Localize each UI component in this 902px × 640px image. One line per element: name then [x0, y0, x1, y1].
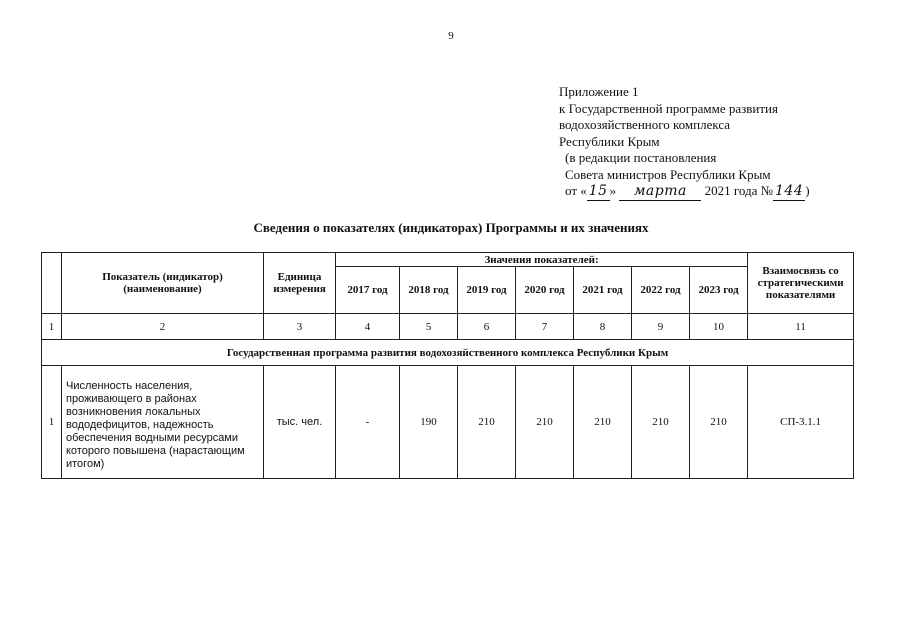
appendix-line: к Государственной программе развития — [559, 100, 778, 116]
value-cell: - — [336, 366, 400, 479]
header-year: 2022 год — [632, 267, 690, 314]
section-title: Государственная программа развития водохозяйственного комплекса Республики Крым — [42, 340, 854, 366]
header-year: 2019 год — [458, 267, 516, 314]
section-row — [42, 340, 854, 366]
row-number: 1 — [42, 366, 62, 479]
header-link: Взаимосвязь со стратегическими показателями — [748, 253, 854, 314]
appendix-line: Приложение 1 — [559, 84, 639, 99]
column-number: 1 — [42, 314, 62, 340]
value-cell: 210 — [458, 366, 516, 479]
header-num-cell — [42, 253, 62, 314]
date-close: » — [609, 183, 617, 198]
value-cell: 210 — [632, 366, 690, 479]
date-prefix: от « — [565, 183, 587, 198]
value-cell: 210 — [516, 366, 574, 479]
date-year: 2021 года № — [704, 183, 774, 198]
header-values-group: Значения показателей: — [336, 253, 748, 267]
header-year: 2020 год — [516, 267, 574, 314]
column-number: 7 — [516, 314, 574, 340]
handwritten-month: марта — [619, 183, 701, 201]
appendix-line: Республики Крым — [559, 133, 660, 149]
link-cell: СП-3.1.1 — [748, 366, 854, 479]
column-number: 9 — [632, 314, 690, 340]
value-cell: 210 — [574, 366, 632, 479]
column-number: 8 — [574, 314, 632, 340]
appendix-line: (в редакции постановления — [565, 150, 717, 165]
column-number: 6 — [458, 314, 516, 340]
indicators-table — [41, 252, 854, 479]
date-paren: ) — [805, 183, 810, 198]
header-indicator: Показатель (индикатор) (наименование) — [62, 253, 264, 314]
handwritten-day: 15 — [588, 183, 608, 199]
column-number: 10 — [690, 314, 748, 340]
appendix-line: Совета министров Республики Крым — [565, 166, 771, 182]
column-number: 4 — [336, 314, 400, 340]
header-row-group — [42, 253, 854, 267]
page-number: 9 — [448, 30, 454, 42]
value-cell: 210 — [690, 366, 748, 479]
appendix-date-line — [559, 183, 810, 201]
header-year: 2021 год — [574, 267, 632, 314]
column-numbers-row — [42, 314, 854, 340]
column-number: 2 — [62, 314, 264, 340]
header-year: 2018 год — [400, 267, 458, 314]
header-unit: Единица измерения — [264, 253, 336, 314]
column-number: 11 — [748, 314, 854, 340]
appendix-header — [559, 84, 810, 201]
handwritten-number: 144 — [775, 183, 804, 199]
header-year: 2017 год — [336, 267, 400, 314]
appendix-line: водохозяйственного комплекса — [559, 117, 731, 132]
column-number: 3 — [264, 314, 336, 340]
header-year: 2023 год — [690, 267, 748, 314]
indicator-name: Численность населения, проживающего в районах возникновения локальных вододефицитов, надежность обеспечения водными ресурсами которого повышена (нарастающим итогом) — [62, 366, 264, 479]
document-title: Сведения о показателях (индикаторах) Программы и их значениях — [253, 220, 649, 235]
table-row — [42, 366, 854, 479]
column-number: 5 — [400, 314, 458, 340]
unit-cell: тыс. чел. — [264, 366, 336, 479]
value-cell: 190 — [400, 366, 458, 479]
